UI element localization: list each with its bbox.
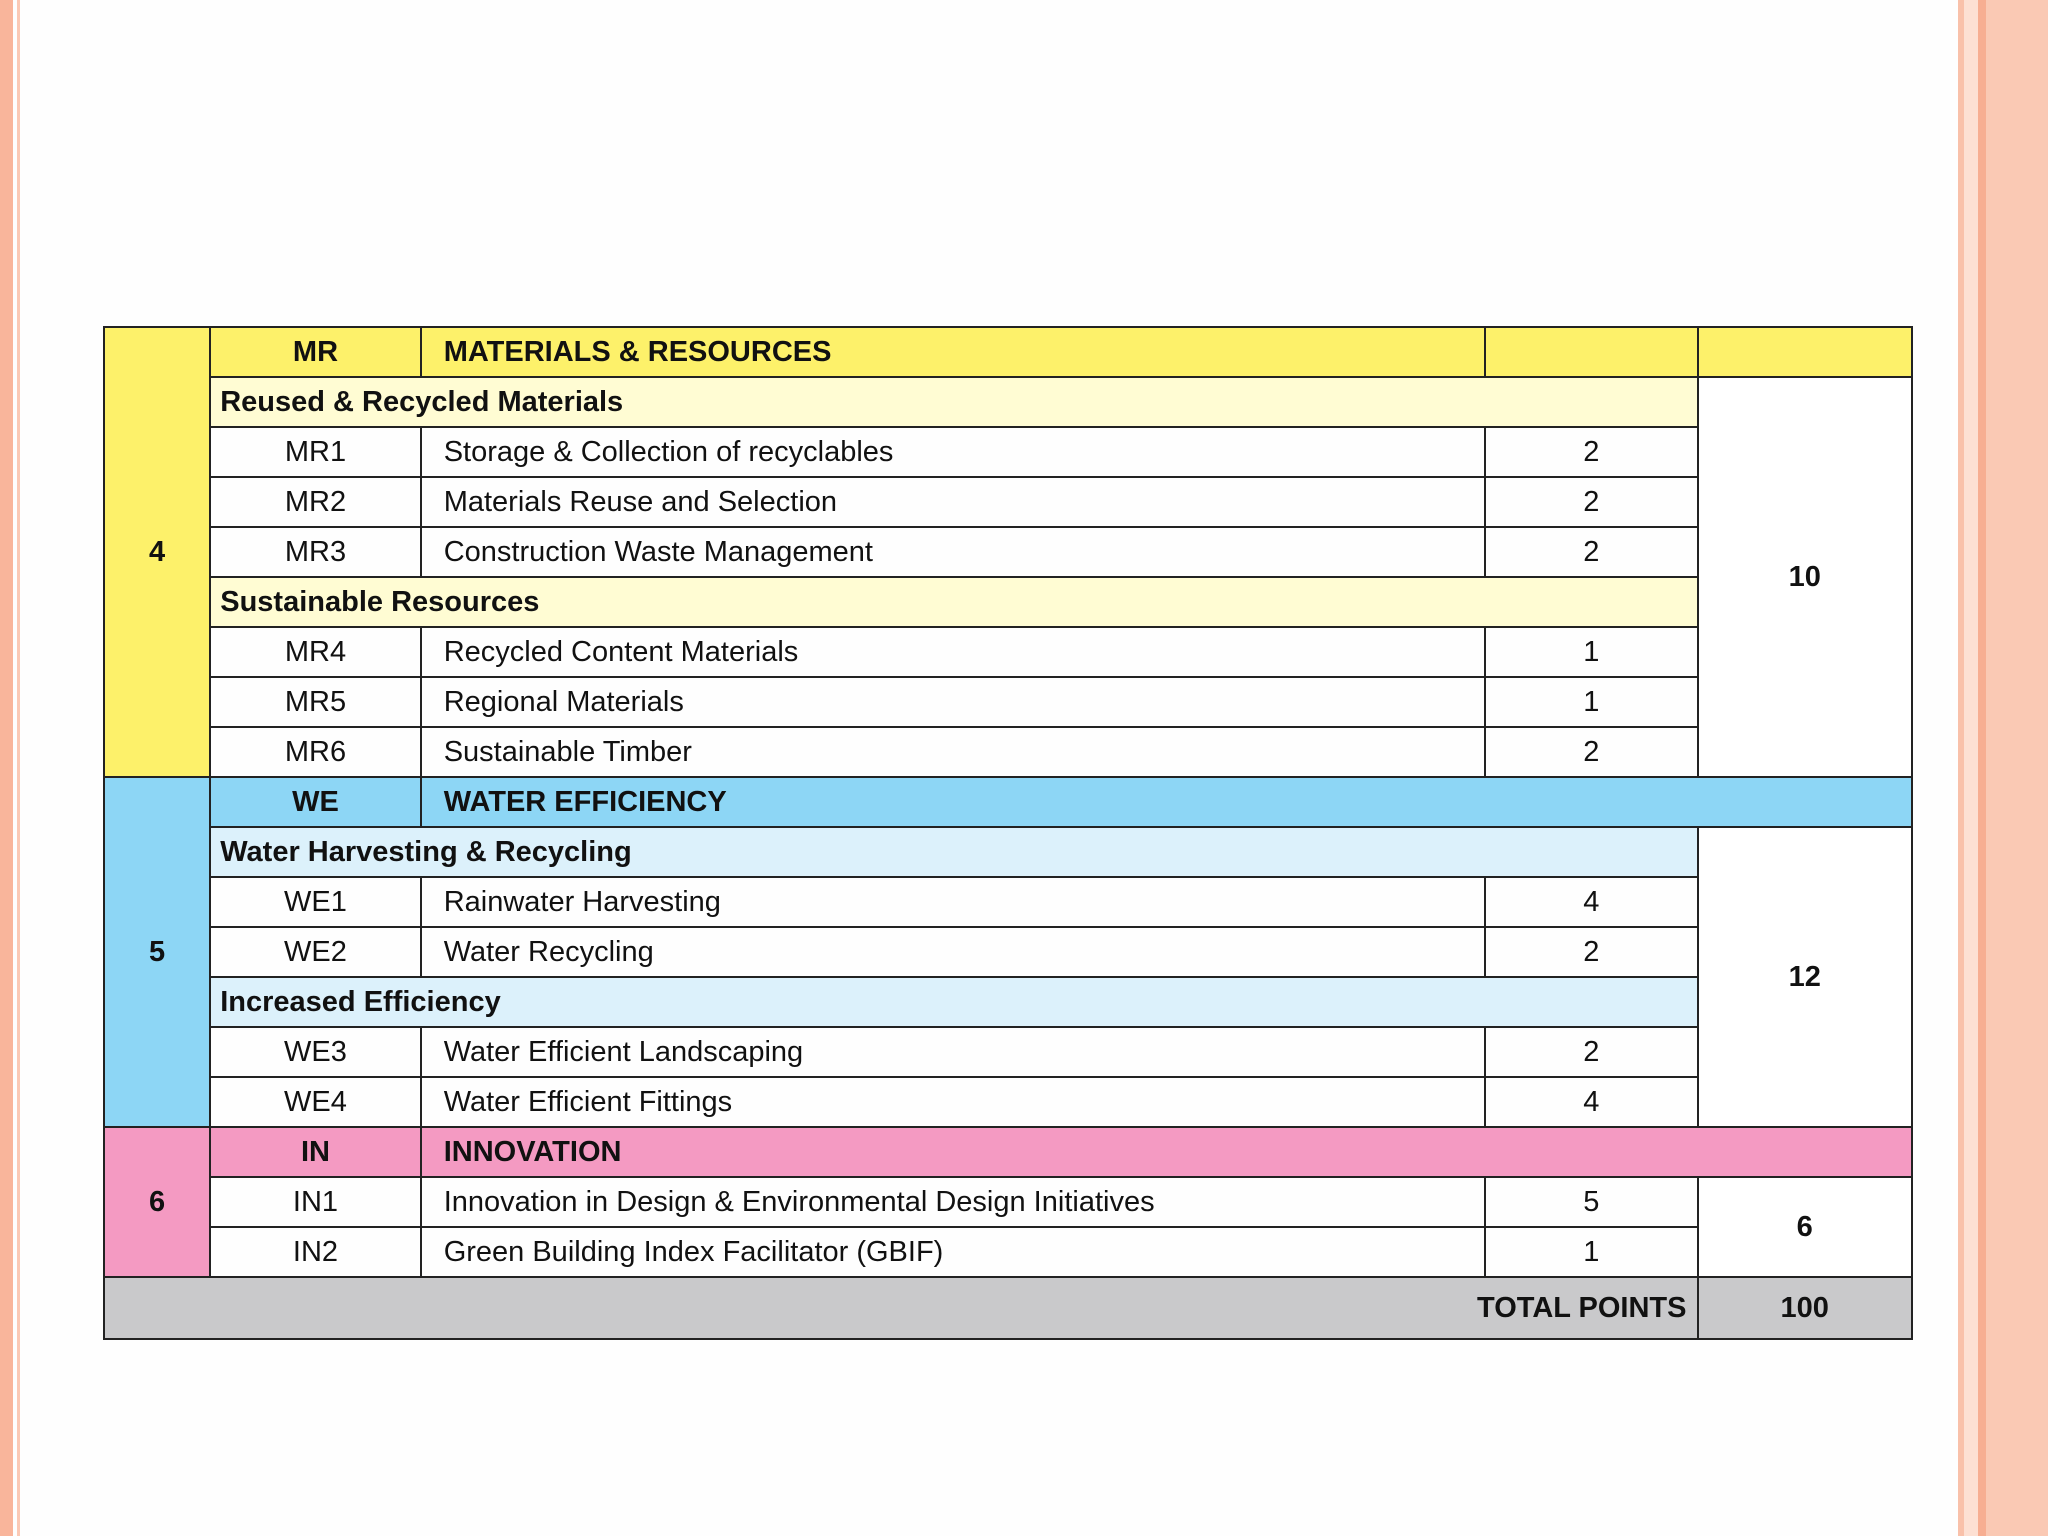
item-description: Storage & Collection of recyclables <box>421 427 1485 477</box>
total-points-value: 100 <box>1698 1277 1913 1339</box>
table-row <box>104 1227 1912 1277</box>
section-header-row-we <box>104 777 1912 827</box>
item-description: Regional Materials <box>421 677 1485 727</box>
item-description: Innovation in Design & Environmental Design Initiatives <box>421 1177 1485 1227</box>
section-number: 4 <box>104 327 210 777</box>
item-points: 2 <box>1485 427 1697 477</box>
slide-border-left <box>0 0 13 1536</box>
item-code: WE2 <box>210 927 420 977</box>
section-total: 12 <box>1698 827 1913 1127</box>
item-points: 1 <box>1485 677 1697 727</box>
item-points: 1 <box>1485 627 1697 677</box>
total-points-label: TOTAL POINTS <box>104 1277 1698 1339</box>
item-points: 2 <box>1485 727 1697 777</box>
subgroup-title: Increased Efficiency <box>210 977 1697 1027</box>
item-description: Materials Reuse and Selection <box>421 477 1485 527</box>
item-code: WE1 <box>210 877 420 927</box>
slide-border-right-b <box>1964 0 1978 1536</box>
item-points: 2 <box>1485 527 1697 577</box>
section-header-row-mr <box>104 327 1912 377</box>
item-description: Recycled Content Materials <box>421 627 1485 677</box>
section-total: 6 <box>1698 1177 1913 1277</box>
item-code: IN1 <box>210 1177 420 1227</box>
section-code: MR <box>210 327 420 377</box>
section-title: INNOVATION <box>421 1127 1912 1177</box>
item-code: WE4 <box>210 1077 420 1127</box>
subgroup-row <box>104 577 1912 627</box>
green-building-criteria-table <box>103 326 1913 1340</box>
item-code: MR4 <box>210 627 420 677</box>
table-row <box>104 677 1912 727</box>
table-row <box>104 1077 1912 1127</box>
item-description: Construction Waste Management <box>421 527 1485 577</box>
item-description: Water Recycling <box>421 927 1485 977</box>
section-number: 6 <box>104 1127 210 1277</box>
section-title: WATER EFFICIENCY <box>421 777 1912 827</box>
slide-border-left-inner <box>17 0 20 1536</box>
item-points: 2 <box>1485 927 1697 977</box>
section-code: WE <box>210 777 420 827</box>
section-code: IN <box>210 1127 420 1177</box>
section-number: 5 <box>104 777 210 1127</box>
table-row <box>104 1177 1912 1227</box>
slide-border-right-d <box>1986 0 2048 1536</box>
item-points: 1 <box>1485 1227 1697 1277</box>
table-row <box>104 527 1912 577</box>
item-points: 2 <box>1485 1027 1697 1077</box>
total-row <box>104 1277 1912 1339</box>
subgroup-title: Water Harvesting & Recycling <box>210 827 1697 877</box>
section-total-blank <box>1698 327 1913 377</box>
table-row <box>104 427 1912 477</box>
item-code: MR2 <box>210 477 420 527</box>
slide-border-right-c <box>1978 0 1986 1536</box>
item-points: 4 <box>1485 1077 1697 1127</box>
item-code: MR6 <box>210 727 420 777</box>
subgroup-title: Sustainable Resources <box>210 577 1697 627</box>
section-header-row-in <box>104 1127 1912 1177</box>
item-points: 5 <box>1485 1177 1697 1227</box>
item-description: Sustainable Timber <box>421 727 1485 777</box>
table-row <box>104 927 1912 977</box>
item-description: Water Efficient Landscaping <box>421 1027 1485 1077</box>
section-title: MATERIALS & RESOURCES <box>421 327 1485 377</box>
item-description: Green Building Index Facilitator (GBIF) <box>421 1227 1485 1277</box>
table-row <box>104 877 1912 927</box>
section-points-blank <box>1485 327 1697 377</box>
subgroup-row <box>104 377 1912 427</box>
item-description: Rainwater Harvesting <box>421 877 1485 927</box>
item-code: MR3 <box>210 527 420 577</box>
subgroup-row <box>104 977 1912 1027</box>
table-row <box>104 627 1912 677</box>
item-points: 4 <box>1485 877 1697 927</box>
item-code: WE3 <box>210 1027 420 1077</box>
item-code: IN2 <box>210 1227 420 1277</box>
table-row <box>104 477 1912 527</box>
item-points: 2 <box>1485 477 1697 527</box>
item-code: MR1 <box>210 427 420 477</box>
section-total: 10 <box>1698 377 1913 777</box>
table-row <box>104 1027 1912 1077</box>
item-description: Water Efficient Fittings <box>421 1077 1485 1127</box>
subgroup-row <box>104 827 1912 877</box>
item-code: MR5 <box>210 677 420 727</box>
table-row <box>104 727 1912 777</box>
subgroup-title: Reused & Recycled Materials <box>210 377 1697 427</box>
